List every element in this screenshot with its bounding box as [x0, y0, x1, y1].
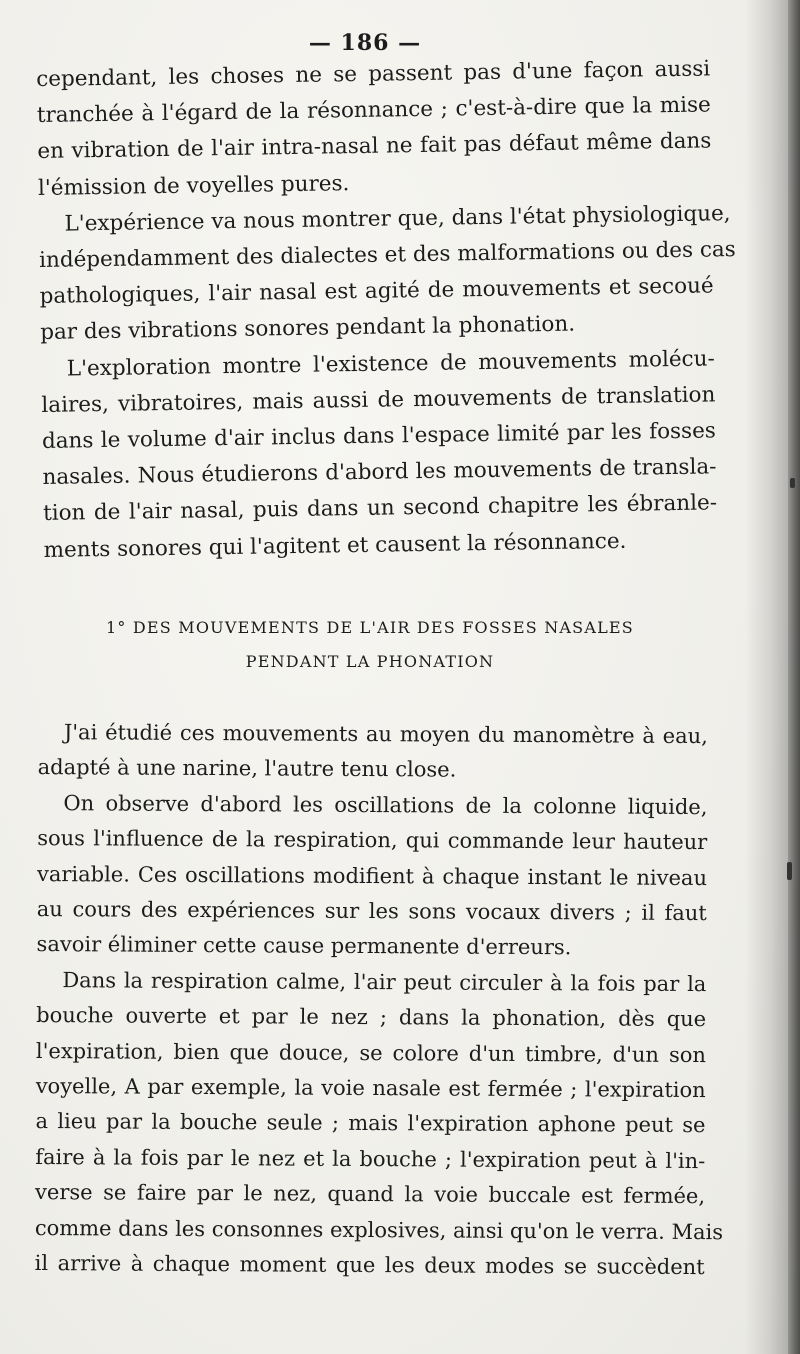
text-line: faire à la fois par le nez et la bouche ; l'expiration peut à l'in- [35, 1144, 706, 1173]
text-line: pathologiques, l'air nasal est agité de mouvements et secoué [39, 273, 714, 310]
text-line: tion de l'air nasal, puis dans un second chapitre les ébranle- [42, 490, 718, 527]
text-line: comme dans les consonnes explosives, ainsi qu'on le verra. Mais [34, 1215, 724, 1244]
text-line: sous l'influence de la respiration, qui commande leur hauteur [37, 826, 708, 855]
text-line: laires, vibratoires, mais aussi de mouvements de translation [41, 382, 716, 418]
text-line: J'ai étudié ces mouvements au moyen du manomètre à eau, [63, 720, 708, 749]
text-line: voyelle, A par exemple, la voie nasale est fermée ; l'expiration [35, 1074, 706, 1103]
text-line: par des vibrations sonores pendant la phonation. [40, 311, 576, 346]
text-line: adapté à une narine, l'autre tenu close. [37, 755, 457, 782]
text-line: tranchée à l'égard de la résonnance ; c'est-à-dire que la mise [36, 92, 711, 129]
text-line: ments sonores qui l'agitent et causent la résonnance. [43, 528, 627, 563]
text-line: Dans la respiration calme, l'air peut circuler à la fois par la [62, 967, 707, 996]
text-line: cependant, les choses ne se passent pas d'une façon aussi [36, 56, 711, 92]
text-line: dans le volume d'air inclus dans l'espace limité par les fosses [41, 418, 717, 454]
text-line: a lieu par la bouche seule ; mais l'expiration aphone peut se [35, 1109, 706, 1138]
text-line: variable. Ces oscillations modifient à chaque instant le niveau [36, 861, 708, 890]
text-line: bouche ouverte et par le nez ; dans la phonation, dès que [36, 1003, 707, 1032]
text-line: indépendamment des dialectes et des malformations ou des cas [38, 237, 736, 273]
text-line: au cours des expériences sur les sons vocaux divers ; il faut [36, 897, 707, 926]
text-line: nasales. Nous étudierons d'abord les mouvements de transla- [42, 454, 717, 491]
text-line: On observe d'abord les oscillations de la colonne liquide, [63, 790, 708, 819]
paragraph-block-intro [36, 51, 736, 568]
page-edge-shadow [788, 0, 800, 1354]
page-number: — 186 — [308, 30, 422, 56]
paragraph-block-main [34, 715, 724, 1286]
text-line: L'expérience va nous montrer que, dans l'état physiologique, [64, 200, 731, 237]
margin-ink-mark [787, 862, 792, 880]
text-line: l'émission de voyelles pures. [37, 170, 350, 201]
text-line: verse se faire par le nez, quand la voie buccale est fermée, [35, 1180, 706, 1209]
margin-ink-mark [790, 478, 795, 488]
text-line: en vibration de l'air intra-nasal ne fait pas défaut même dans [37, 128, 712, 165]
section-heading: 1° DES MOUVEMENTS DE L'AIR DES FOSSES NASALES [106, 618, 634, 637]
text-line: L'exploration montre l'existence de mouvements molécu- [66, 346, 715, 382]
text-line: l'expiration, bien que douce, se colore d'un timbre, d'un son [35, 1038, 707, 1067]
text-line: il arrive à chaque moment que les deux modes se succèdent [34, 1251, 705, 1280]
section-heading-continued: PENDANT LA PHONATION [245, 652, 495, 671]
text-line: savoir éliminer cette cause permanente d'erreurs. [36, 932, 572, 960]
